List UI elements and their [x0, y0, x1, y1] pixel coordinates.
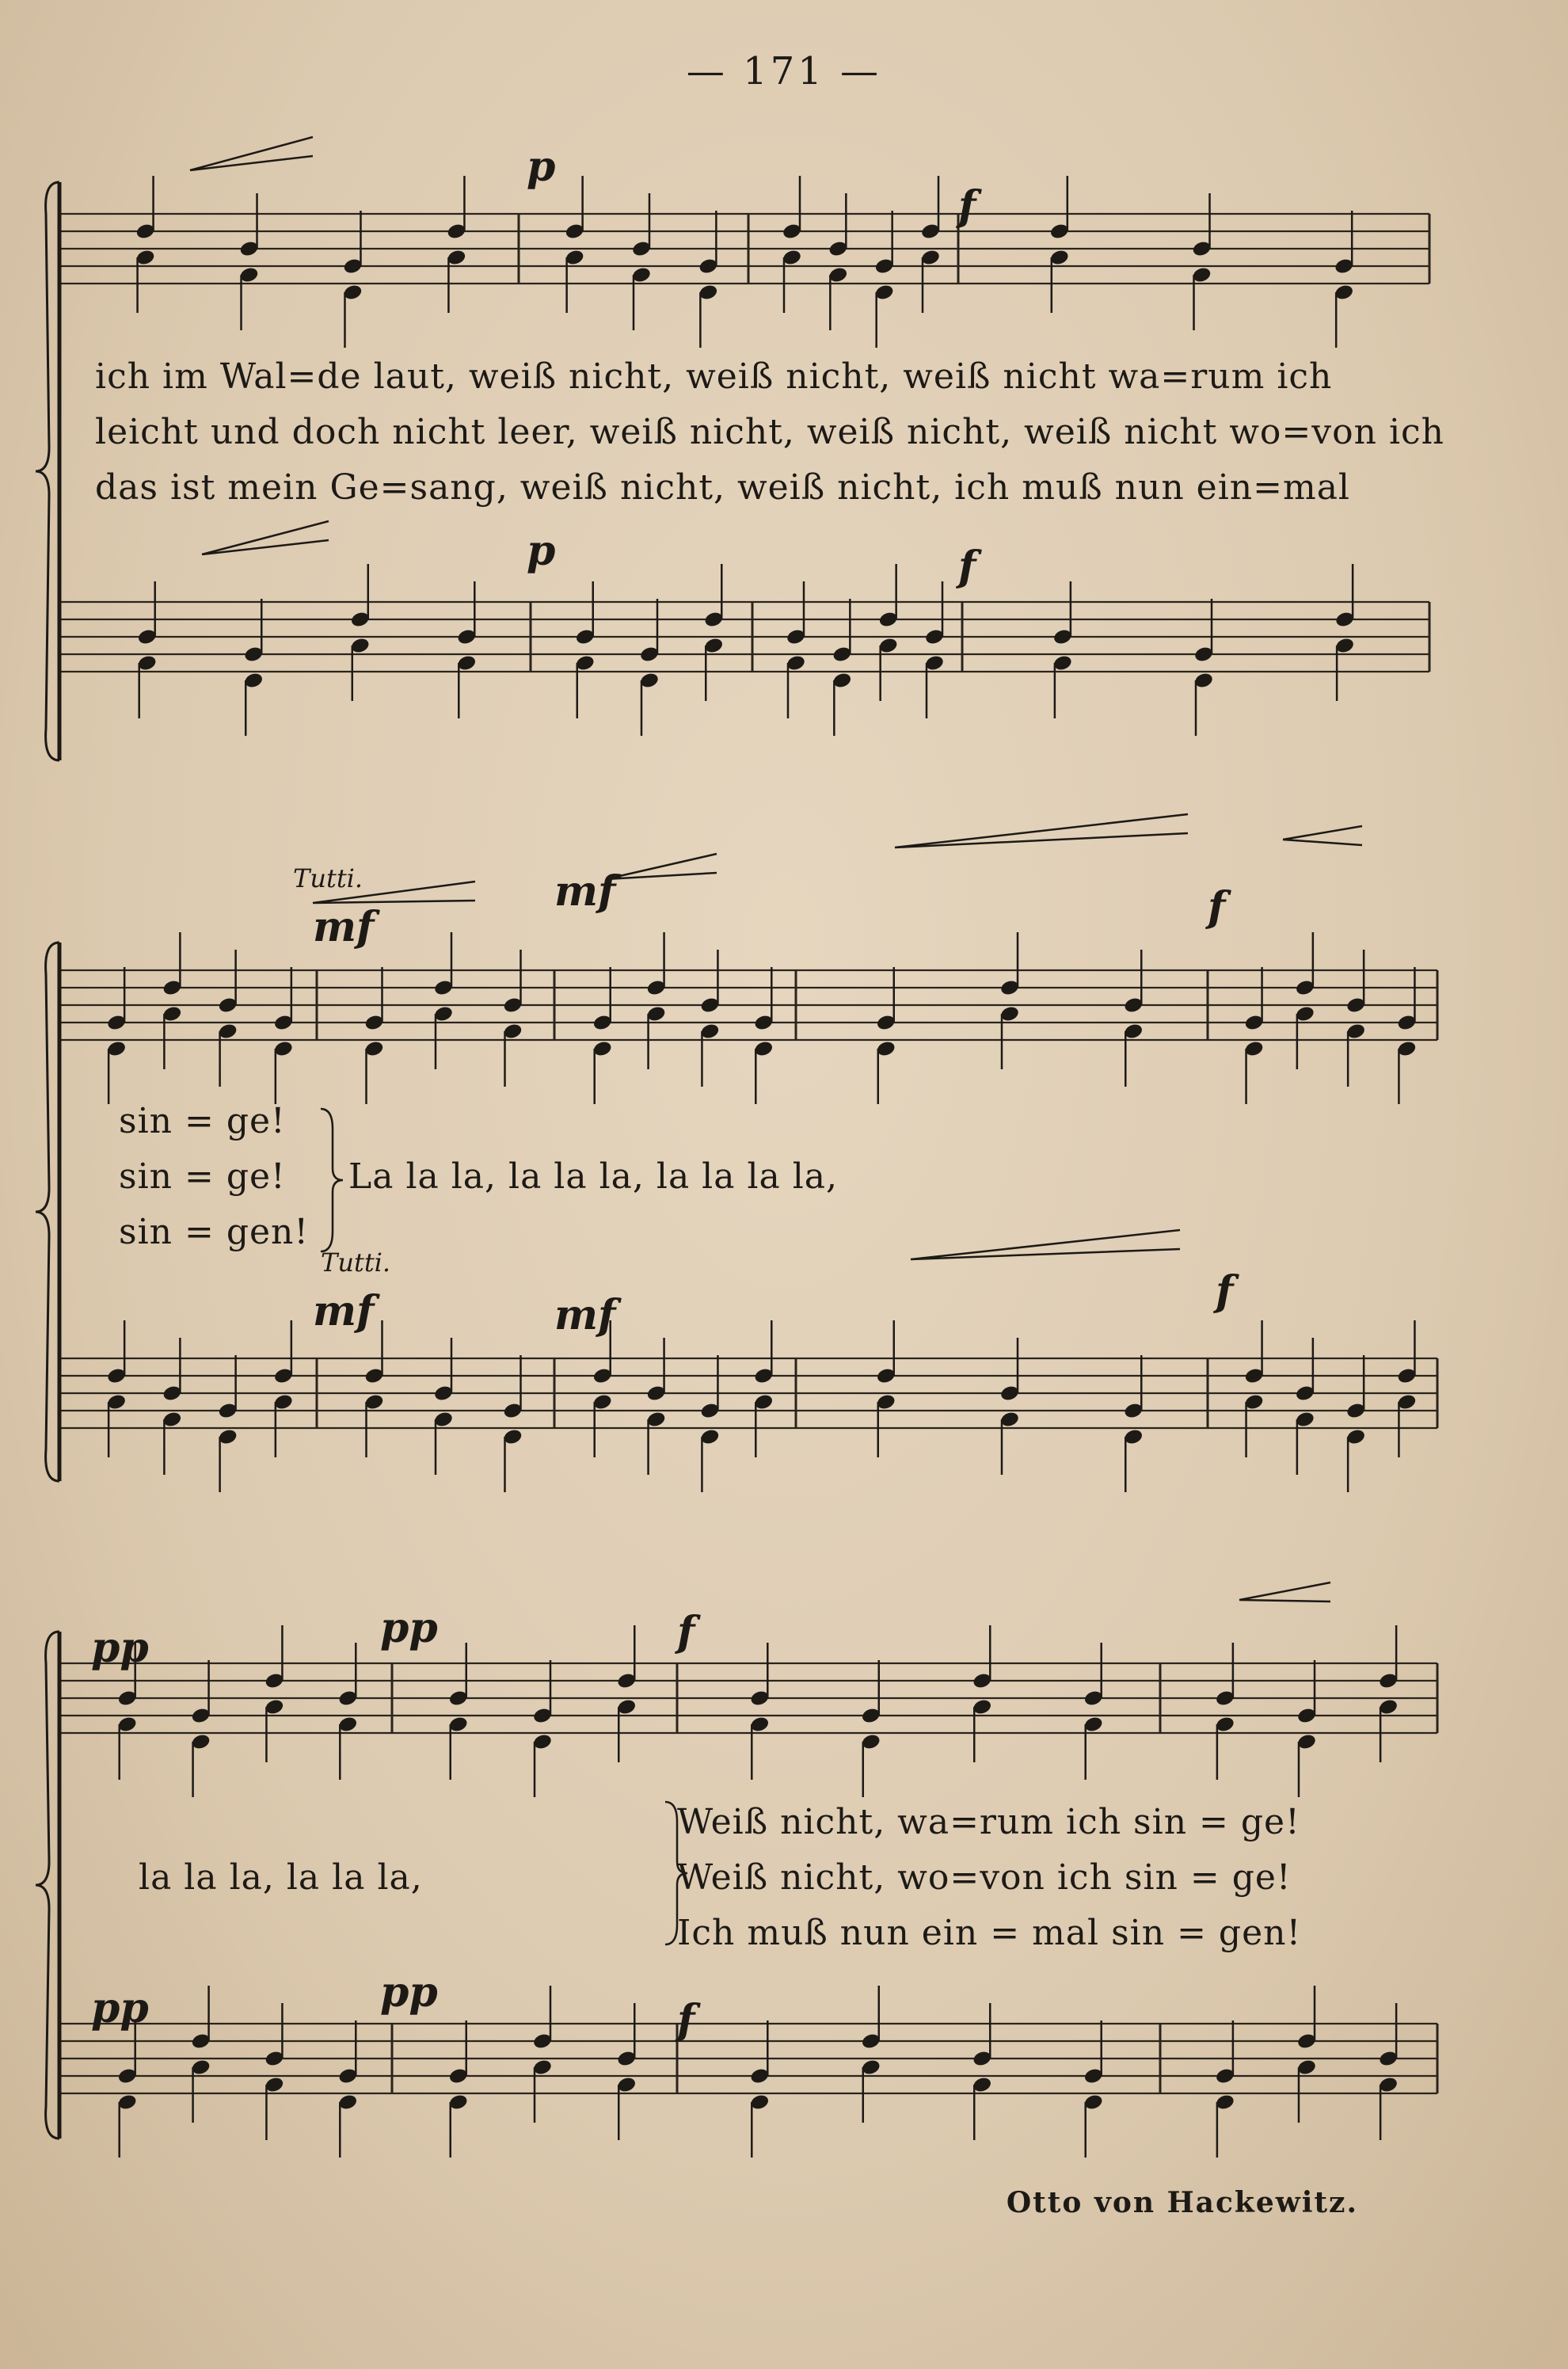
dynamic-marking: p [527, 143, 556, 191]
lyric-line: sin = ge! [119, 1156, 286, 1197]
lyric-line: das ist mein Ge=sang, weiß nicht, weiß nicht, ich muß nun ein=mal [95, 467, 1350, 508]
lyric-line: Weiß nicht, wa=rum ich sin = ge! [677, 1802, 1300, 1842]
tutti-marking: Tutti. [321, 1247, 391, 1278]
lyric-line: ich im Wal=de laut, weiß nicht, weiß nicht, weiß nicht wa=rum ich [95, 356, 1333, 397]
lyric-brace [321, 1109, 343, 1251]
dynamic-marking: f [677, 1608, 695, 1656]
hairpin [1239, 1583, 1330, 1602]
dynamic-marking: f [958, 543, 976, 591]
lyric-line: sin = ge! [119, 1101, 286, 1141]
lyric-line: Weiß nicht, wo=von ich sin = ge! [677, 1857, 1292, 1898]
system-brace [36, 943, 59, 1481]
dynamic-marking: mf [313, 903, 375, 951]
lyric-line: Ich muß nun ein = mal sin = gen! [677, 1913, 1302, 1953]
page-number: — 171 — [686, 49, 882, 93]
hairpin [190, 137, 313, 170]
system-brace [36, 182, 59, 760]
dynamic-marking: f [1208, 883, 1226, 931]
hairpin [911, 1230, 1180, 1259]
dynamic-marking: mf [554, 867, 616, 916]
dynamic-marking: mf [554, 1291, 616, 1339]
hairpin [895, 814, 1188, 847]
dynamic-marking: p [527, 527, 556, 575]
lyric-line: la la la, la la la, [139, 1857, 423, 1898]
dynamic-marking: f [958, 182, 976, 230]
hairpin [1283, 826, 1362, 845]
lyric-line: La la la, la la la, la la la la, [348, 1156, 839, 1197]
dynamic-marking: f [677, 1996, 695, 2044]
tutti-marking: Tutti. [293, 863, 363, 893]
system-brace [36, 1632, 59, 2139]
dynamic-marking: pp [380, 1604, 438, 1652]
dynamic-marking: f [1216, 1267, 1234, 1316]
dynamic-marking: pp [91, 1984, 149, 2032]
hairpin [202, 521, 329, 554]
composer-name: Otto von Hackewitz. [1006, 2186, 1358, 2219]
dynamic-marking: mf [313, 1287, 375, 1335]
dynamic-marking: pp [380, 1968, 438, 2017]
lyric-line: leicht und doch nicht leer, weiß nicht, weiß nicht, weiß nicht wo=von ich [95, 412, 1445, 452]
lyric-line: sin = gen! [119, 1212, 310, 1252]
dynamic-marking: pp [91, 1624, 149, 1672]
hairpin [606, 854, 717, 879]
